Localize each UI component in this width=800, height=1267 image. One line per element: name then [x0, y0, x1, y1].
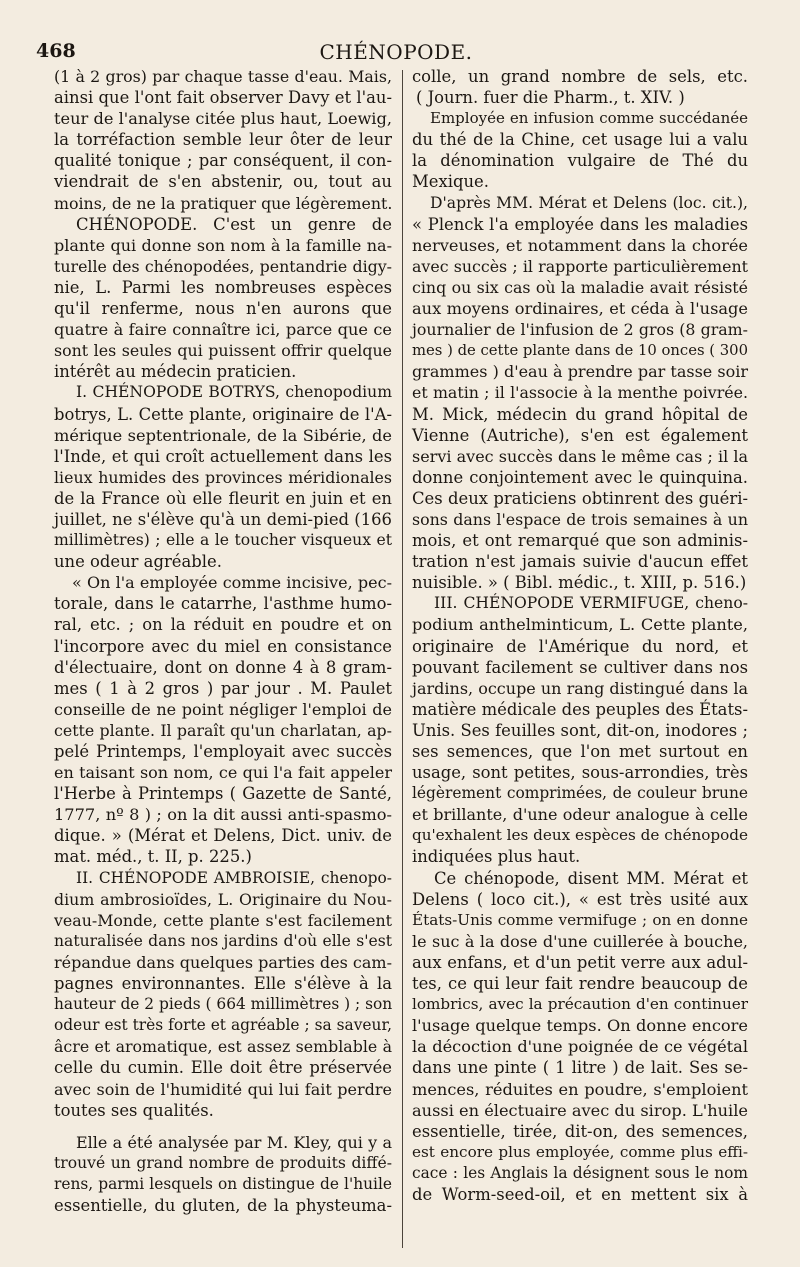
- text-line: Delens ( loco cit.), « est très usité aux: [412, 889, 748, 909]
- text-line: nie, L. Parmi les nombreuses espèces: [54, 277, 392, 297]
- text-line: essentielle, du gluten, de la physteuma-: [54, 1195, 392, 1215]
- text-line: veau-Monde, cette plante s'est facilement: [54, 910, 392, 930]
- text-line: la dénomination vulgaire de Thé du: [412, 151, 748, 171]
- text-line: usage, sont petites, sous-arrondies, très: [412, 763, 748, 783]
- text-line: dans une pinte ( 1 litre ) de lait. Ses se-: [412, 1058, 748, 1078]
- text-line: originaire de l'Amérique du nord, et: [412, 636, 748, 656]
- text-line: ainsi que l'ont fait observer Davy et l'au-: [54, 88, 392, 108]
- text-line: aux moyens ordinaires, et céda à l'usage: [412, 299, 748, 319]
- text-line: Elle a été analysée par M. Kley, qui y a: [76, 1132, 392, 1152]
- text-line: tration n'est jamais suivie d'aucun effet: [412, 552, 748, 572]
- text-line: nuisible. » ( Bibl. médic., t. XIII, p. 516.): [412, 573, 747, 593]
- text-line: cette plante. Il paraît qu'un charlatan, ap-: [54, 720, 392, 740]
- text-line: mérique septentrionale, de la Sibérie, de: [54, 425, 392, 445]
- text-line: hauteur de 2 pieds ( 664 millimètres ) ; son: [54, 995, 393, 1014]
- text-line: mences, réduites en poudre, s'emploient: [412, 1079, 748, 1099]
- text-line: torale, dans le catarrhe, l'asthme humo-: [54, 594, 392, 614]
- text-line: du thé de la Chine, cet usage lui a valu: [412, 130, 748, 150]
- text-line: de la France où elle fleurit en juin et en: [54, 488, 392, 508]
- text-line: essentielle, tirée, dit-on, des semences,: [412, 1121, 748, 1141]
- text-line: l'Herbe à Printemps ( Gazette de Santé,: [54, 784, 392, 804]
- text-line: cinq ou six cas où la maladie avait résisté: [412, 277, 748, 297]
- text-line: mois, et ont remarqué que son adminis-: [412, 531, 748, 551]
- text-line: Ce chénopode, disent MM. Mérat et: [434, 868, 748, 888]
- text-line: de Worm-seed-oil, et en mettent six à: [412, 1184, 748, 1204]
- text-line: sont les seules qui puissent offrir quelque: [54, 341, 392, 361]
- text-line: cace : les Anglais la désignent sous le nom: [412, 1163, 748, 1182]
- text-line: dique. » (Mérat et Delens, Dict. univ. de: [54, 826, 392, 846]
- text-line: l'usage quelque temps. On donne encore: [412, 1016, 748, 1036]
- text-line: une odeur agréable.: [54, 552, 222, 572]
- text-line: « Plenck l'a employée dans les maladies: [412, 214, 748, 234]
- text-line: (1 à 2 gros) par chaque tasse d'eau. Mais,: [54, 67, 392, 86]
- text-line: donne conjointement avec le quinquina.: [412, 467, 748, 487]
- text-line: avec succès ; il rapporte particulièrement: [412, 256, 748, 276]
- text-line: mat. méd., t. II, p. 225.): [54, 847, 252, 867]
- text-line: et brillante, d'une odeur analogue à celle: [412, 805, 748, 825]
- column-divider: [402, 70, 403, 1248]
- subsection-heading-line: II. CHÉNOPODE AMBROISIE, chenopo-: [76, 868, 392, 887]
- text-line: juillet, ne s'élève qu'à un demi-pied (166: [54, 509, 392, 529]
- text-line: répandue dans quelques parties des cam-: [54, 952, 392, 972]
- subsection-heading-line: III. CHÉNOPODE VERMIFUGE, cheno-: [434, 594, 748, 613]
- text-line: trouvé un grand nombre de produits diffé-: [54, 1153, 392, 1172]
- text-line: Unis. Ses feuilles sont, dit-on, inodores ;: [412, 720, 748, 740]
- text-line: plante qui donne son nom à la famille na-: [54, 235, 392, 255]
- text-line: la décoction d'une poignée de ce végétal: [412, 1037, 748, 1057]
- text-line: âcre et aromatique, est assez semblable à: [54, 1037, 392, 1057]
- text-line: et matin ; il l'associe à la menthe poivrée.: [412, 383, 748, 403]
- left-column: [54, 66, 392, 1216]
- text-line: botrys, L. Cette plante, originaire de l'A-: [54, 404, 392, 424]
- text-line: jardins, occupe un rang distingué dans la: [412, 678, 748, 698]
- entry-heading-line: CHÉNOPODE. C'est un genre de: [76, 214, 392, 234]
- text-line: Ces deux praticiens obtinrent des guéri-: [412, 488, 748, 508]
- text-line: nerveuses, et notamment dans la chorée: [412, 235, 748, 255]
- text-line: avec soin de l'humidité qui lui fait perdre: [54, 1079, 392, 1099]
- text-line: Mexique.: [412, 172, 489, 192]
- page-number: 468: [36, 40, 76, 62]
- text-line: viendrait de s'en abstenir, ou, tout au: [54, 172, 392, 192]
- text-line: « On l'a employée comme incisive, pec-: [72, 573, 392, 593]
- text-line: matière médicale des peuples des États-: [412, 699, 748, 719]
- text-line: ses semences, que l'on met surtout en: [412, 742, 748, 761]
- text-line: toutes ses qualités.: [54, 1100, 214, 1120]
- text-line: podium anthelminticum, L. Cette plante,: [412, 615, 748, 635]
- text-line: aux enfans, et d'un petit verre aux adul-: [412, 952, 748, 972]
- text-line: servi avec succès dans le même cas ; il la: [412, 446, 748, 466]
- text-line: est encore plus employée, comme plus effi-: [412, 1142, 748, 1161]
- text-line: lombrics, avec la précaution d'en continuer: [412, 995, 748, 1014]
- text-line: d'électuaire, dont on donne 4 à 8 gram-: [54, 657, 392, 677]
- text-line: légèrement comprimées, de couleur brune: [412, 784, 748, 803]
- text-line: tes, ce qui leur fait rendre beaucoup de: [412, 974, 748, 994]
- text-line: ( Journ. fuer die Pharm., t. XIV. ): [416, 88, 685, 108]
- text-line: conseille de ne point négliger l'emploi de: [54, 699, 392, 719]
- text-line: grammes ) d'eau à prendre par tasse soir: [412, 362, 748, 382]
- text-line: naturalisée dans nos jardins d'où elle s'est: [54, 931, 392, 950]
- text-line: la torréfaction semble leur ôter de leur: [54, 130, 392, 150]
- text-line: pagnes environnantes. Elle s'élève à la: [54, 974, 392, 994]
- text-line: États-Unis comme vermifuge ; on en donne: [412, 910, 748, 929]
- text-line: lieux humides des provinces méridionales: [54, 467, 392, 487]
- text-line: turelle des chénopodées, pentandrie digy-: [54, 256, 392, 276]
- text-line: dium ambrosioïdes, L. Originaire du Nou-: [54, 889, 392, 909]
- text-line: indiquées plus haut.: [412, 847, 581, 867]
- text-line: moins, de ne la pratiquer que légèrement.: [54, 193, 393, 213]
- right-column: [412, 66, 748, 1205]
- text-line: colle, un grand nombre de sels, etc.: [412, 67, 748, 86]
- text-line: journalier de l'infusion de 2 gros (8 gram-: [412, 320, 748, 340]
- text-line: D'après MM. Mérat et Delens (loc. cit.),: [430, 193, 748, 212]
- text-line: le suc à la dose d'une cuillerée à bouche,: [412, 931, 748, 951]
- text-line: mes ) de cette plante dans de 10 onces ( 300: [412, 342, 748, 360]
- text-line: celle du cumin. Elle doit être préservée: [54, 1058, 392, 1078]
- text-line: l'Inde, et qui croît actuellement dans les: [54, 446, 392, 466]
- text-line: odeur est très forte et agréable ; sa saveur,: [54, 1016, 392, 1035]
- text-line: aussi en électuaire avec du sirop. L'huile: [412, 1100, 748, 1120]
- text-line: teur de l'analyse citée plus haut, Loewig,: [54, 109, 392, 129]
- text-line: millimètres) ; elle a le toucher visqueux et: [54, 531, 392, 550]
- subsection-heading-line: I. CHÉNOPODE BOTRYS, chenopodium: [76, 383, 392, 402]
- text-line: mes ( 1 à 2 gros ) par jour . M. Paulet: [54, 678, 392, 698]
- text-line: l'incorpore avec du miel en consistance: [54, 636, 392, 656]
- text-line: 1777, nº 8 ) ; on la dit aussi anti-spasmo-: [54, 805, 392, 825]
- text-line: pelé Printemps, l'employait avec succès: [54, 742, 392, 761]
- running-title: CHÉNOPODE.: [319, 40, 473, 64]
- text-line: en taisant son nom, ce qui l'a fait appeler: [54, 763, 392, 783]
- text-line: qu'exhalent les deux espèces de chénopode: [412, 826, 748, 845]
- text-line: ral, etc. ; on la réduit en poudre et on: [54, 615, 392, 635]
- text-line: M. Mick, médecin du grand hôpital de: [412, 404, 748, 424]
- text-line: qualité tonique ; par conséquent, il con-: [54, 151, 392, 171]
- text-line: sons dans l'espace de trois semaines à un: [412, 509, 748, 529]
- text-line: pouvant facilement se cultiver dans nos: [412, 657, 748, 677]
- text-line: intérêt au médecin praticien.: [54, 362, 297, 382]
- text-line: qu'il renferme, nous n'en aurons que: [54, 299, 392, 319]
- text-line: Employée en infusion comme succédanée: [430, 109, 748, 128]
- text-line: quatre à faire connaître ici, parce que ce: [54, 320, 392, 340]
- text-line: rens, parmi lesquels on distingue de l'huile: [54, 1174, 392, 1193]
- text-line: Vienne (Autriche), s'en est également: [412, 425, 748, 445]
